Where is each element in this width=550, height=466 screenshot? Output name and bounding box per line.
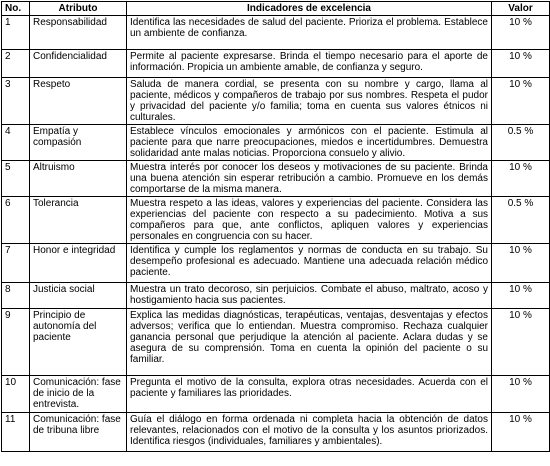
- header-indicators: Indicadores de excelencia: [127, 2, 492, 16]
- table-row: [2, 244, 550, 283]
- row-value: 0.5 %: [492, 197, 550, 244]
- row-indicators: Guía el diálogo en forma ordenada ni completa hacia la obtención de datos relevantes, relacionados con el motivo de la consulta y los asuntos priorizados. Identifica riesgos (individuales, familiares y ambientales).: [127, 413, 492, 452]
- row-number: 3: [2, 78, 30, 125]
- row-number: 2: [2, 50, 30, 78]
- table-row: [2, 50, 550, 78]
- header-row: [2, 2, 550, 16]
- row-attribute: Confidencialidad: [30, 50, 127, 78]
- row-number: 5: [2, 161, 30, 197]
- table-row: [2, 78, 550, 125]
- row-indicators: Identifica y cumple los reglamentos y normas de conducta en su trabajo. Su desempeño profesional es adecuado. Mantiene una adecuada relación médico paciente.: [127, 244, 492, 283]
- row-attribute: Honor e integridad: [30, 244, 127, 283]
- row-attribute: Respeto: [30, 78, 127, 125]
- table-row: [2, 283, 550, 309]
- row-number: 9: [2, 309, 30, 376]
- row-attribute: Justicia social: [30, 283, 127, 309]
- row-attribute: Responsabilidad: [30, 16, 127, 50]
- row-number: 4: [2, 125, 30, 161]
- row-indicators: Identifica las necesidades de salud del paciente. Prioriza el problema. Establece un ambiente de confianza.: [127, 16, 492, 50]
- excellence-indicators-table: [1, 1, 550, 452]
- row-number: 8: [2, 283, 30, 309]
- row-indicators: Muestra un trato decoroso, sin perjuicios. Combate el abuso, maltrato, acoso y hostigamiento hacia sus pacientes.: [127, 283, 492, 309]
- row-attribute: Comunicación: fase de tribuna libre: [30, 413, 127, 452]
- row-value: 10 %: [492, 78, 550, 125]
- row-indicators: Muestra respeto a las ideas, valores y experiencias del paciente. Considera las experiencias del paciente con respecto a su padecimiento. Motiva a sus compañeros para que, ante conflictos, apliquen valores y experiencias personales en congruencia con su hacer.: [127, 197, 492, 244]
- row-attribute: Empatía y compasión: [30, 125, 127, 161]
- row-value: 10 %: [492, 244, 550, 283]
- table-row: [2, 16, 550, 50]
- row-number: 11: [2, 413, 30, 452]
- row-indicators: Muestra interés por conocer los deseos y motivaciones de su paciente. Brinda una buena atención sin esperar retribución a cambio. Promueve en los demás comportarse de la misma manera.: [127, 161, 492, 197]
- row-indicators: Establece vínculos emocionales y armónicos con el paciente. Estimula al paciente para que narre preocupaciones, miedos e incertidumbres. Demuestra solidaridad ante malas noticias. Proporciona consuelo y alivio.: [127, 125, 492, 161]
- table-row: [2, 161, 550, 197]
- row-attribute: Altruismo: [30, 161, 127, 197]
- table-row: [2, 309, 550, 376]
- row-attribute: Comunicación: fase de inicio de la entrevista.: [30, 376, 127, 413]
- row-value: 10 %: [492, 161, 550, 197]
- row-value: 10 %: [492, 50, 550, 78]
- row-value: 0.5 %: [492, 125, 550, 161]
- row-value: 10 %: [492, 413, 550, 452]
- header-no: No.: [2, 2, 30, 16]
- row-attribute: Principio de autonomía del paciente: [30, 309, 127, 376]
- row-value: 10 %: [492, 309, 550, 376]
- row-attribute: Tolerancia: [30, 197, 127, 244]
- row-indicators: Pregunta el motivo de la consulta, explora otras necesidades. Acuerda con el paciente y familiares las prioridades.: [127, 376, 492, 413]
- table-row: [2, 125, 550, 161]
- row-value: 10 %: [492, 16, 550, 50]
- row-number: 10: [2, 376, 30, 413]
- row-indicators: Saluda de manera cordial, se presenta con su nombre y cargo, llama al paciente, médicos y compañeros de trabajo por sus nombres. Respeta el pudor y privacidad del paciente y/o familia; toma en cuenta sus valores étnicos ni culturales.: [127, 78, 492, 125]
- row-number: 6: [2, 197, 30, 244]
- row-indicators: Explica las medidas diagnósticas, terapéuticas, ventajas, desventajas y efectos adversos; verifica que lo entiendan. Muestra compromiso. Rechaza cualquier ganancia personal que perjudique la atención al paciente. Aclara dudas y se asegura de su comprensión. Toma en cuenta la opinión del paciente o su familiar.: [127, 309, 492, 376]
- header-value: Valor: [492, 2, 550, 16]
- row-number: 1: [2, 16, 30, 50]
- row-value: 10 %: [492, 376, 550, 413]
- table-row: [2, 413, 550, 452]
- table-row: [2, 376, 550, 413]
- row-indicators: Permite al paciente expresarse. Brinda el tiempo necesario para el aporte de información. Propicia un ambiente amable, de confianza y seguro.: [127, 50, 492, 78]
- row-value: 10 %: [492, 283, 550, 309]
- row-number: 7: [2, 244, 30, 283]
- header-attribute: Atributo: [30, 2, 127, 16]
- table-row: [2, 197, 550, 244]
